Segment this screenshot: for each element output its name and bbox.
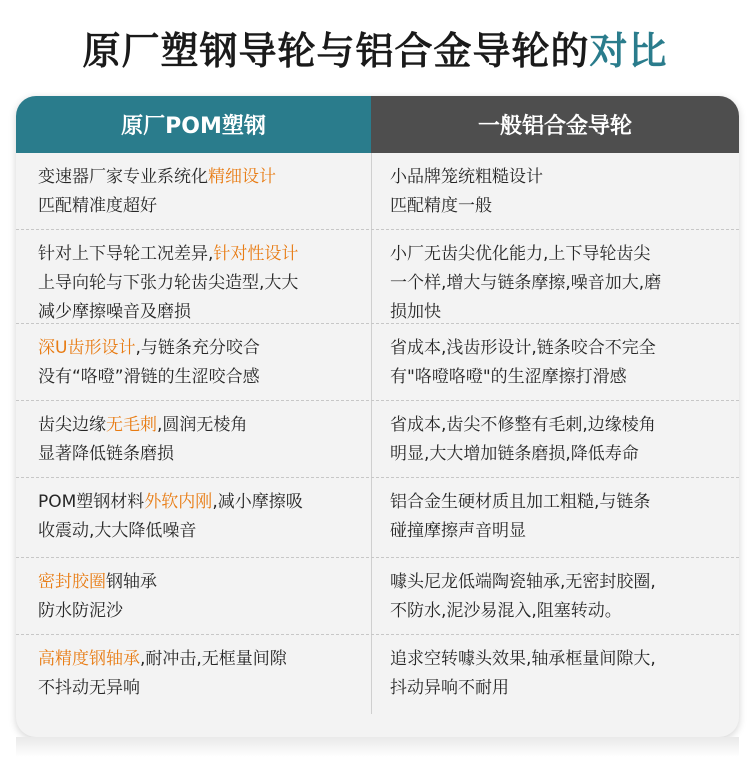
cell-text: POM塑钢材料 xyxy=(38,492,145,512)
cell-text: 小厂无齿尖优化能力,上下导轮齿尖 xyxy=(390,244,651,264)
cell-text: 一个样,增大与链条摩擦,噪音加大,磨 xyxy=(390,273,662,293)
cell-line xyxy=(390,363,725,392)
cell-text: ,耐冲击,无框量间隙 xyxy=(140,649,287,669)
cell-line xyxy=(38,411,357,440)
cell-line xyxy=(38,645,357,674)
highlight-text: 针对性设计 xyxy=(213,244,299,264)
table-row xyxy=(16,558,739,635)
table-row xyxy=(16,153,739,230)
cell-line xyxy=(390,488,725,517)
cell-text: 钢轴承 xyxy=(106,572,157,592)
cell-line xyxy=(38,163,357,192)
pom-feature-cell xyxy=(16,635,371,714)
aluminum-feature-cell xyxy=(371,635,739,714)
cell-line xyxy=(38,440,357,469)
cell-line xyxy=(390,517,725,546)
cell-line xyxy=(390,440,725,469)
aluminum-feature-cell xyxy=(371,324,739,400)
cell-line xyxy=(38,298,357,327)
cell-text: 省成本,齿尖不修整有毛刺,边缘棱角 xyxy=(390,415,656,435)
cell-text: 齿尖边缘 xyxy=(38,415,106,435)
highlight-text: 深U齿形设计 xyxy=(38,338,136,358)
cell-text: 抖动异响不耐用 xyxy=(390,678,509,698)
cell-text: 减少摩擦噪音及磨损 xyxy=(38,302,191,322)
table-row xyxy=(16,478,739,558)
cell-text: 小品牌笼统粗糙设计 xyxy=(390,167,543,187)
cell-line xyxy=(38,363,357,392)
cell-line xyxy=(38,674,357,703)
column-header-pom: 原厂POM塑钢 xyxy=(16,96,371,153)
cell-text: 防水防泥沙 xyxy=(38,601,123,621)
cell-line xyxy=(390,192,725,221)
title-main: 原厂塑钢导轮与铝合金导轮的 xyxy=(82,29,590,73)
cell-line xyxy=(38,334,357,363)
pom-feature-cell xyxy=(16,558,371,634)
cell-text: 匹配精度一般 xyxy=(390,196,492,216)
cell-text: 变速器厂家专业系统化 xyxy=(38,167,208,187)
cell-line xyxy=(390,597,725,626)
cell-line xyxy=(390,568,725,597)
cell-line xyxy=(38,597,357,626)
cell-text: ,圆润无棱角 xyxy=(157,415,248,435)
aluminum-feature-cell xyxy=(371,558,739,634)
cell-text: 不防水,泥沙易混入,阻塞转动。 xyxy=(390,601,622,621)
table-header xyxy=(16,96,739,153)
cell-text: 显著降低链条磨损 xyxy=(38,444,174,464)
cell-line xyxy=(38,192,357,221)
cell-text: 噱头尼龙低端陶瓷轴承,无密封胶圈, xyxy=(390,572,656,592)
cell-line xyxy=(38,240,357,269)
pom-feature-cell xyxy=(16,324,371,400)
pom-feature-cell xyxy=(16,478,371,557)
comparison-table xyxy=(16,96,739,737)
aluminum-feature-cell xyxy=(371,230,739,323)
highlight-text: 密封胶圈 xyxy=(38,572,106,592)
cell-text: 不抖动无异响 xyxy=(38,678,140,698)
cell-text: 损加快 xyxy=(390,302,441,322)
highlight-text: 高精度钢轴承 xyxy=(38,649,140,669)
cell-text: 没有“咯噔”滑链的生涩咬合感 xyxy=(38,367,260,387)
cell-line xyxy=(390,411,725,440)
cell-text: 追求空转噱头效果,轴承框量间隙大, xyxy=(390,649,656,669)
cell-line xyxy=(390,240,725,269)
cell-text: 有"咯噔咯噔"的生涩摩擦打滑感 xyxy=(390,367,627,387)
pom-feature-cell xyxy=(16,230,371,323)
cell-line xyxy=(390,674,725,703)
cell-line xyxy=(38,568,357,597)
cell-line xyxy=(390,645,725,674)
table-row xyxy=(16,230,739,324)
table-row xyxy=(16,635,739,714)
cell-text: 匹配精准度超好 xyxy=(38,196,157,216)
pom-feature-cell xyxy=(16,153,371,229)
cell-line xyxy=(390,269,725,298)
card-shadow xyxy=(16,737,739,757)
table-body xyxy=(16,153,739,714)
table-row xyxy=(16,324,739,401)
table-row xyxy=(16,401,739,478)
aluminum-feature-cell xyxy=(371,401,739,477)
column-header-aluminum: 一般铝合金导轮 xyxy=(371,96,739,153)
cell-line xyxy=(390,298,725,327)
cell-line xyxy=(390,163,725,192)
aluminum-feature-cell xyxy=(371,153,739,229)
cell-text: 收震动,大大降低噪音 xyxy=(38,521,197,541)
highlight-text: 无毛刺 xyxy=(106,415,157,435)
highlight-text: 外软内刚 xyxy=(144,492,213,512)
page-title xyxy=(0,20,750,75)
cell-text: ,与链条充分咬合 xyxy=(135,338,260,358)
pom-feature-cell xyxy=(16,401,371,477)
cell-line xyxy=(390,334,725,363)
cell-line xyxy=(38,517,357,546)
cell-text: 省成本,浅齿形设计,链条咬合不完全 xyxy=(390,338,656,358)
cell-line xyxy=(38,488,357,517)
cell-text: 明显,大大增加链条磨损,降低寿命 xyxy=(390,444,639,464)
cell-text: 上导向轮与下张力轮齿尖造型,大大 xyxy=(38,273,299,293)
cell-text: 铝合金生硬材质且加工粗糙,与链条 xyxy=(390,492,651,512)
cell-text: ,减小摩擦吸 xyxy=(212,492,303,512)
cell-text: 针对上下导轮工况差异, xyxy=(38,244,214,264)
cell-text: 碰撞摩擦声音明显 xyxy=(390,521,526,541)
cell-line xyxy=(38,269,357,298)
title-accent: 对比 xyxy=(589,29,668,73)
aluminum-feature-cell xyxy=(371,478,739,557)
highlight-text: 精细设计 xyxy=(208,167,276,187)
